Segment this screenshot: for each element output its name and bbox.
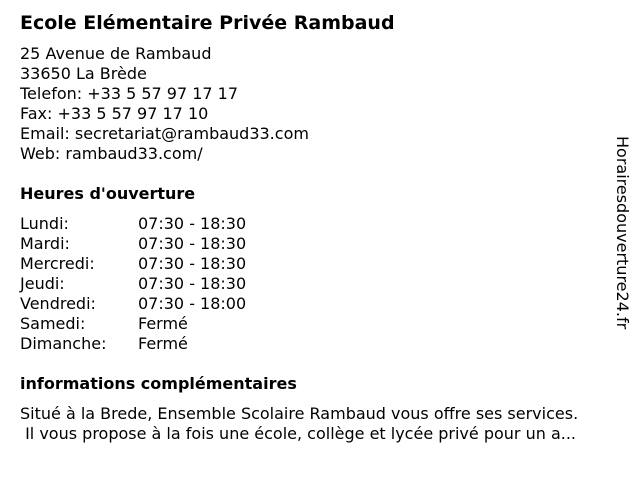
hours-row-monday [20, 214, 246, 234]
watermark-text: Horairesdouverture24.fr [613, 136, 632, 330]
day-label: Samedi: [20, 314, 86, 333]
hours-row-sunday [20, 334, 246, 354]
opening-hours-table [20, 214, 246, 354]
hours-row-friday [20, 294, 246, 314]
address-line-city: 33650 La Brède [20, 64, 147, 83]
opening-hours-heading: Heures d'ouverture [20, 184, 196, 203]
contact-block [20, 44, 309, 164]
time-value: 07:30 - 18:30 [138, 274, 247, 293]
hours-row-tuesday [20, 234, 246, 254]
day-label: Mercredi: [20, 254, 95, 273]
time-value: 07:30 - 18:30 [138, 254, 247, 273]
day-label: Dimanche: [20, 334, 107, 353]
day-label: Mardi: [20, 234, 70, 253]
time-value: 07:30 - 18:30 [138, 214, 247, 233]
hours-row-wednesday [20, 254, 246, 274]
web-line: Web: rambaud33.com/ [20, 144, 203, 163]
time-value: Fermé [138, 334, 188, 353]
fax-line: Fax: +33 5 57 97 17 10 [20, 104, 209, 123]
time-value: Fermé [138, 314, 188, 333]
additional-info-text [20, 404, 578, 444]
hours-row-saturday [20, 314, 246, 334]
email-line: Email: secretariat@rambaud33.com [20, 124, 309, 143]
day-label: Jeudi: [20, 274, 65, 293]
hours-row-thursday [20, 274, 246, 294]
time-value: 07:30 - 18:30 [138, 234, 247, 253]
address-line-street: 25 Avenue de Rambaud [20, 44, 212, 63]
info-line: Il vous propose à la fois une école, collège et lycée privé pour un a... [20, 424, 577, 443]
site-watermark [612, 136, 632, 342]
info-line: Situé à la Brede, Ensemble Scolaire Rambaud vous offre ses services. [20, 404, 579, 423]
day-label: Lundi: [20, 214, 69, 233]
page-title: Ecole Elémentaire Privée Rambaud [20, 12, 395, 34]
day-label: Vendredi: [20, 294, 96, 313]
additional-info-heading: informations complémentaires [20, 374, 297, 393]
time-value: 07:30 - 18:00 [138, 294, 247, 313]
phone-line: Telefon: +33 5 57 97 17 17 [20, 84, 239, 103]
